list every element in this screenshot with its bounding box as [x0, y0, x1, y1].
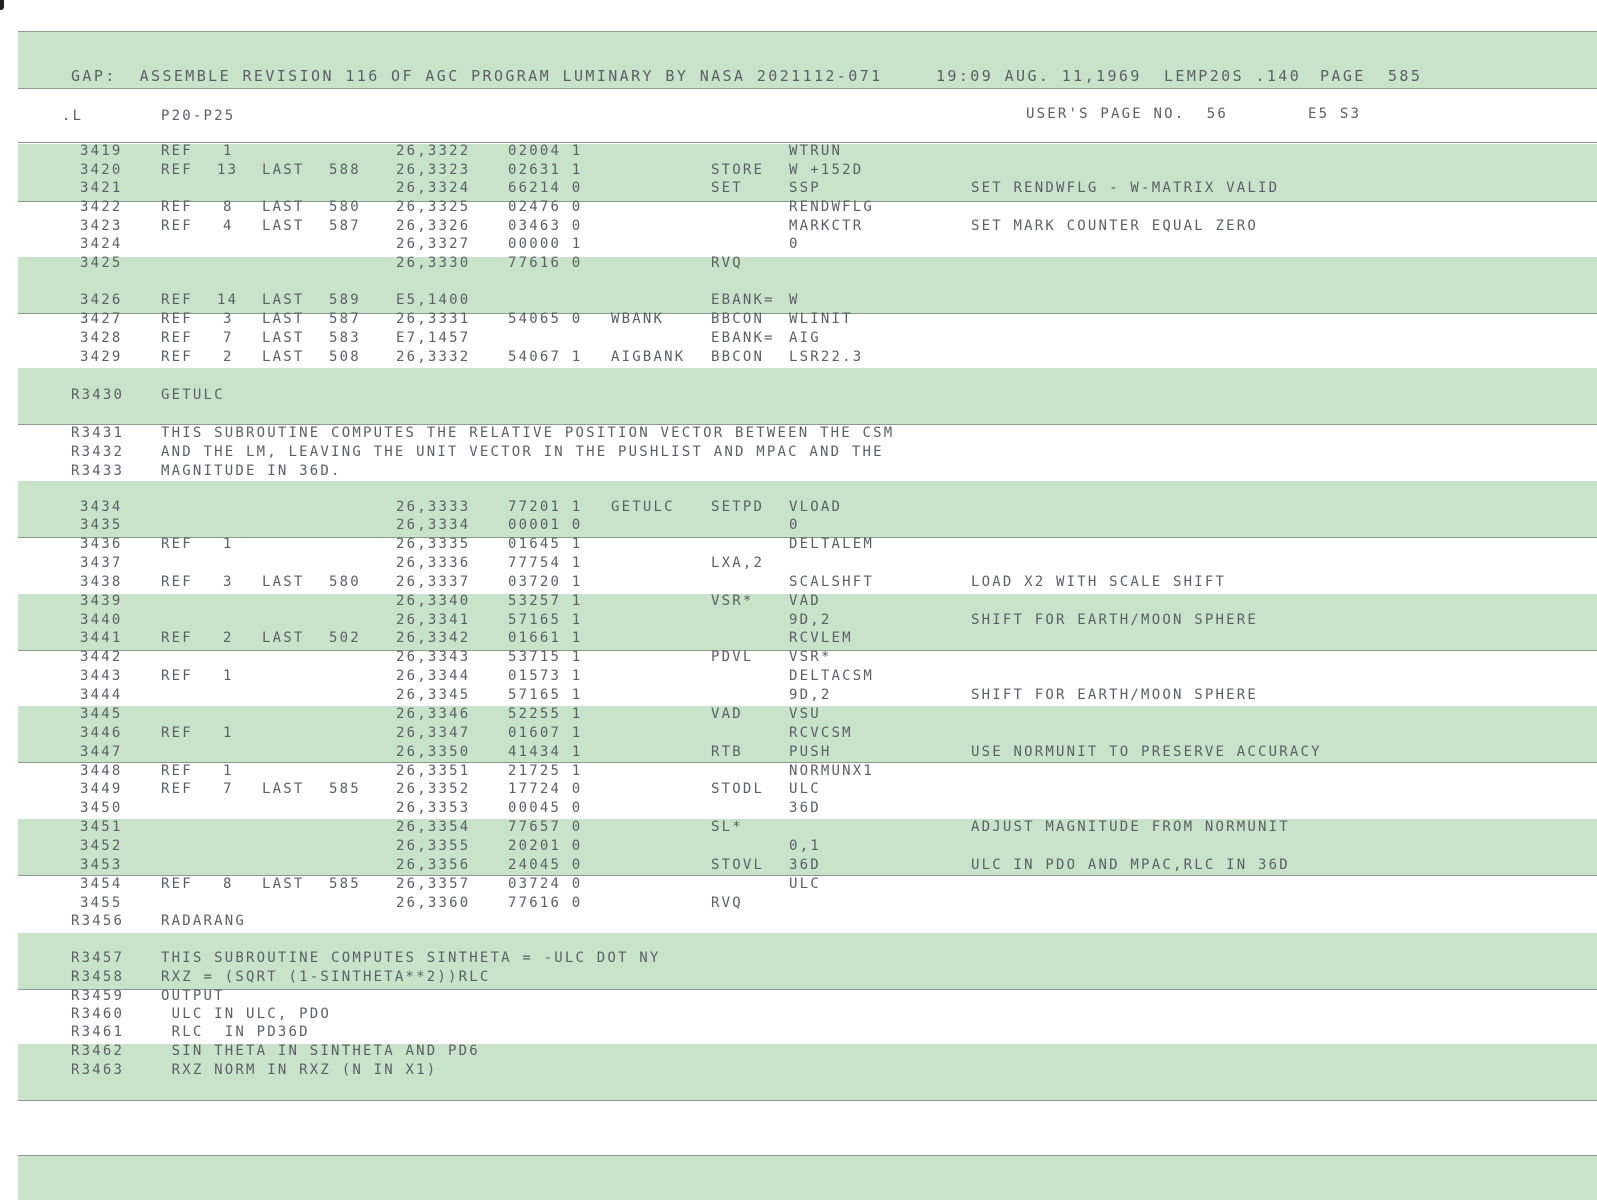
opcode: VSR* — [711, 593, 754, 609]
ref-count: 8 — [223, 199, 234, 215]
octal-word: 77201 1 — [508, 499, 583, 515]
opcode: EBANK= — [711, 330, 775, 346]
octal-word: 54065 0 — [508, 311, 583, 327]
ref-field: THIS SUBROUTINE COMPUTES SINTHETA = -ULC DOT NY — [161, 950, 661, 966]
ref-count: 1 — [223, 668, 234, 684]
octal-word: 00000 1 — [508, 236, 583, 252]
ref-count: 2 — [223, 349, 234, 365]
operand: 9D,2 — [789, 687, 832, 703]
listing-ident: LEMP20S .140 — [1164, 67, 1302, 85]
ref-count: 4 — [223, 218, 234, 234]
symbol-label: WBANK — [611, 311, 665, 327]
ref-count: 7 — [223, 781, 234, 797]
operand: 0 — [789, 236, 800, 252]
octal-word: 77616 0 — [508, 255, 583, 271]
last-page: 585 — [329, 781, 361, 797]
last-keyword: LAST — [262, 330, 305, 346]
address: 26,3327 — [396, 236, 471, 252]
line-number: 3428 — [80, 330, 123, 346]
last-keyword: LAST — [262, 574, 305, 590]
line-number: R3457 — [71, 950, 125, 966]
address: 26,3353 — [396, 800, 471, 816]
ref-field: REF — [161, 536, 193, 552]
header-bottom-rule — [18, 88, 1597, 89]
address: 26,3324 — [396, 180, 471, 196]
line-number: R3431 — [71, 425, 125, 441]
line-number: 3448 — [80, 763, 123, 779]
address: 26,3322 — [396, 143, 471, 159]
line-number: 3452 — [80, 838, 123, 854]
line-number: 3454 — [80, 876, 123, 892]
last-keyword: LAST — [262, 162, 305, 178]
line-number: 3434 — [80, 499, 123, 515]
ref-field: SIN THETA IN SINTHETA AND PD6 — [161, 1043, 480, 1059]
address: 26,3336 — [396, 555, 471, 571]
operand: 36D — [789, 800, 821, 816]
ref-field: RLC IN PD36D — [161, 1024, 310, 1040]
octal-word: 20201 0 — [508, 838, 583, 854]
operand: 0 — [789, 517, 800, 533]
address: 26,3346 — [396, 706, 471, 722]
line-number: R3462 — [71, 1043, 125, 1059]
ref-field: OUTPUT — [161, 988, 225, 1004]
symbol-label: GETULC — [611, 499, 675, 515]
user-page-number: USER'S PAGE NO. 56 — [1026, 106, 1228, 122]
octal-word: 41434 1 — [508, 744, 583, 760]
ref-count: 13 — [217, 162, 239, 178]
operand: WLINIT — [789, 311, 853, 327]
operand: DELTACSM — [789, 668, 875, 684]
section-name: P20-P25 — [161, 108, 236, 124]
last-page: 585 — [329, 876, 361, 892]
address: 26,3331 — [396, 311, 471, 327]
listing-sheet — [18, 0, 1597, 1200]
octal-word: 02004 1 — [508, 143, 583, 159]
operand: VAD — [789, 593, 821, 609]
ref-field: REF — [161, 311, 193, 327]
header-top-rule — [18, 31, 1597, 32]
address: E5,1400 — [396, 292, 471, 308]
line-number: 3444 — [80, 687, 123, 703]
octal-word: 57165 1 — [508, 612, 583, 628]
ref-field: RXZ NORM IN RXZ (N IN X1) — [161, 1062, 438, 1078]
line-number: 3420 — [80, 162, 123, 178]
address: 26,3345 — [396, 687, 471, 703]
ref-field: GETULC — [161, 387, 225, 403]
address: 26,3347 — [396, 725, 471, 741]
comment: SHIFT FOR EARTH/MOON SPHERE — [971, 612, 1258, 628]
address: 26,3356 — [396, 857, 471, 873]
last-page: 587 — [329, 218, 361, 234]
band-rule — [18, 989, 1597, 990]
last-page: 502 — [329, 630, 361, 646]
line-number: 3429 — [80, 349, 123, 365]
line-number: 3423 — [80, 218, 123, 234]
operand: DELTALEM — [789, 536, 875, 552]
ref-field: REF — [161, 199, 193, 215]
last-keyword: LAST — [262, 292, 305, 308]
opcode: EBANK= — [711, 292, 775, 308]
operand: SCALSHFT — [789, 574, 875, 590]
opcode: SL* — [711, 819, 743, 835]
page-label: PAGE — [1320, 67, 1366, 85]
ref-field: RADARANG — [161, 913, 247, 929]
last-keyword: LAST — [262, 199, 305, 215]
symbol-label: AIGBANK — [611, 349, 686, 365]
line-number: 3422 — [80, 199, 123, 215]
line-number: 3438 — [80, 574, 123, 590]
opcode: RTB — [711, 744, 743, 760]
line-number: R3463 — [71, 1062, 125, 1078]
line-number: R3459 — [71, 988, 125, 1004]
octal-word: 01645 1 — [508, 536, 583, 552]
octal-word: 00001 0 — [508, 517, 583, 533]
last-page: 583 — [329, 330, 361, 346]
page-code: E5 S3 — [1308, 106, 1362, 122]
operand: W +152D — [789, 162, 864, 178]
opcode: LXA,2 — [711, 555, 765, 571]
last-page: 589 — [329, 292, 361, 308]
operand: 9D,2 — [789, 612, 832, 628]
last-keyword: LAST — [262, 781, 305, 797]
address: 26,3334 — [396, 517, 471, 533]
last-keyword: LAST — [262, 349, 305, 365]
ref-count: 1 — [223, 763, 234, 779]
line-number: 3421 — [80, 180, 123, 196]
address: E7,1457 — [396, 330, 471, 346]
opcode: SET — [711, 180, 743, 196]
operand: LSR22.3 — [789, 349, 864, 365]
operand: WTRUN — [789, 143, 843, 159]
line-number: R3461 — [71, 1024, 125, 1040]
ref-field: ULC IN ULC, PDO — [161, 1006, 332, 1022]
ref-field: RXZ = (SQRT (1-SINTHETA**2))RLC — [161, 969, 491, 985]
octal-word: 66214 0 — [508, 180, 583, 196]
address: 26,3332 — [396, 349, 471, 365]
ref-field: REF — [161, 668, 193, 684]
octal-word: 01607 1 — [508, 725, 583, 741]
operand: VSR* — [789, 649, 832, 665]
opcode: STODL — [711, 781, 765, 797]
ref-field: THIS SUBROUTINE COMPUTES THE RELATIVE POSITION VECTOR BETWEEN THE CSM — [161, 425, 895, 441]
operand: RCVCSM — [789, 725, 853, 741]
operand: ULC — [789, 876, 821, 892]
octal-word: 01573 1 — [508, 668, 583, 684]
last-page: 588 — [329, 162, 361, 178]
last-page: 508 — [329, 349, 361, 365]
line-number: 3449 — [80, 781, 123, 797]
octal-word: 03463 0 — [508, 218, 583, 234]
comment: LOAD X2 WITH SCALE SHIFT — [971, 574, 1227, 590]
scan-edge-mark — [0, 0, 4, 10]
ref-field: REF — [161, 330, 193, 346]
address: 26,3325 — [396, 199, 471, 215]
octal-word: 01661 1 — [508, 630, 583, 646]
opcode: STOVL — [711, 857, 765, 873]
operand: W — [789, 292, 800, 308]
address: 26,3337 — [396, 574, 471, 590]
ref-count: 7 — [223, 330, 234, 346]
octal-word: 77754 1 — [508, 555, 583, 571]
line-number: 3450 — [80, 800, 123, 816]
address: 26,3357 — [396, 876, 471, 892]
ref-field: REF — [161, 781, 193, 797]
ref-field: REF — [161, 763, 193, 779]
operand: RENDWFLG — [789, 199, 875, 215]
last-keyword: LAST — [262, 630, 305, 646]
line-number: 3446 — [80, 725, 123, 741]
octal-word: 54067 1 — [508, 349, 583, 365]
address: 26,3344 — [396, 668, 471, 684]
line-number: R3460 — [71, 1006, 125, 1022]
line-number: R3430 — [71, 387, 125, 403]
address: 26,3351 — [396, 763, 471, 779]
ref-count: 3 — [223, 574, 234, 590]
comment: USE NORMUNIT TO PRESERVE ACCURACY — [971, 744, 1322, 760]
line-number: 3451 — [80, 819, 123, 835]
ref-count: 14 — [217, 292, 239, 308]
line-number: 3441 — [80, 630, 123, 646]
ref-field: MAGNITUDE IN 36D. — [161, 463, 342, 479]
address: 26,3341 — [396, 612, 471, 628]
opcode: BBCON — [711, 349, 765, 365]
address: 26,3326 — [396, 218, 471, 234]
address: 26,3335 — [396, 536, 471, 552]
listing-title: GAP: ASSEMBLE REVISION 116 OF AGC PROGRAM LUMINARY BY NASA 2021112-071 — [71, 67, 883, 85]
address: 26,3333 — [396, 499, 471, 515]
octal-word: 77616 0 — [508, 895, 583, 911]
operand: VSU — [789, 706, 821, 722]
comment: ADJUST MAGNITUDE FROM NORMUNIT — [971, 819, 1290, 835]
address: 26,3355 — [396, 838, 471, 854]
operand: SSP — [789, 180, 821, 196]
line-number: R3456 — [71, 913, 125, 929]
address: 26,3330 — [396, 255, 471, 271]
line-number: 3442 — [80, 649, 123, 665]
octal-word: 02631 1 — [508, 162, 583, 178]
line-number: 3445 — [80, 706, 123, 722]
comment: SET RENDWFLG - W-MATRIX VALID — [971, 180, 1280, 196]
address: 26,3354 — [396, 819, 471, 835]
comment: ULC IN PDO AND MPAC,RLC IN 36D — [971, 857, 1290, 873]
octal-word: 02476 0 — [508, 199, 583, 215]
octal-word: 21725 1 — [508, 763, 583, 779]
line-number: 3447 — [80, 744, 123, 760]
line-number: 3425 — [80, 255, 123, 271]
subheader-mark: .L — [62, 108, 84, 124]
last-keyword: LAST — [262, 311, 305, 327]
octal-word: 03720 1 — [508, 574, 583, 590]
line-number: 3439 — [80, 593, 123, 609]
line-number: 3436 — [80, 536, 123, 552]
line-number: 3443 — [80, 668, 123, 684]
listing-timestamp: 19:09 AUG. 11,1969 — [936, 67, 1142, 85]
ref-field: REF — [161, 725, 193, 741]
line-number: R3433 — [71, 463, 125, 479]
last-keyword: LAST — [262, 218, 305, 234]
last-page: 587 — [329, 311, 361, 327]
address: 26,3350 — [396, 744, 471, 760]
octal-word: 52255 1 — [508, 706, 583, 722]
ref-field: REF — [161, 143, 193, 159]
line-number: 3426 — [80, 292, 123, 308]
opcode: RVQ — [711, 255, 743, 271]
opcode: RVQ — [711, 895, 743, 911]
opcode: BBCON — [711, 311, 765, 327]
operand: PUSH — [789, 744, 832, 760]
operand: ULC — [789, 781, 821, 797]
ref-field: REF — [161, 218, 193, 234]
operand: AIG — [789, 330, 821, 346]
operand: 36D — [789, 857, 821, 873]
operand: VLOAD — [789, 499, 843, 515]
line-number: 3440 — [80, 612, 123, 628]
opcode: VAD — [711, 706, 743, 722]
ref-field: AND THE LM, LEAVING THE UNIT VECTOR IN THE PUSHLIST AND MPAC AND THE — [161, 444, 884, 460]
ref-count: 1 — [223, 143, 234, 159]
line-number: 3427 — [80, 311, 123, 327]
opcode: PDVL — [711, 649, 754, 665]
operand: RCVLEM — [789, 630, 853, 646]
address: 26,3340 — [396, 593, 471, 609]
ref-field: REF — [161, 876, 193, 892]
footer-rule — [18, 1155, 1597, 1156]
line-number: 3424 — [80, 236, 123, 252]
ref-count: 1 — [223, 536, 234, 552]
line-number: 3437 — [80, 555, 123, 571]
comment: SHIFT FOR EARTH/MOON SPHERE — [971, 687, 1258, 703]
address: 26,3323 — [396, 162, 471, 178]
ref-count: 8 — [223, 876, 234, 892]
line-number: R3432 — [71, 444, 125, 460]
last-page: 580 — [329, 199, 361, 215]
ref-field: REF — [161, 630, 193, 646]
octal-word: 03724 0 — [508, 876, 583, 892]
comment: SET MARK COUNTER EQUAL ZERO — [971, 218, 1258, 234]
line-number: R3458 — [71, 969, 125, 985]
band-rule — [18, 1100, 1597, 1101]
octal-word: 24045 0 — [508, 857, 583, 873]
last-keyword: LAST — [262, 876, 305, 892]
page-number: 585 — [1388, 67, 1423, 85]
octal-word: 00045 0 — [508, 800, 583, 816]
operand: NORMUNX1 — [789, 763, 875, 779]
address: 26,3360 — [396, 895, 471, 911]
octal-word: 53257 1 — [508, 593, 583, 609]
ref-field: REF — [161, 574, 193, 590]
ref-count: 1 — [223, 725, 234, 741]
address: 26,3352 — [396, 781, 471, 797]
line-number: 3455 — [80, 895, 123, 911]
ref-field: REF — [161, 162, 193, 178]
octal-word: 17724 0 — [508, 781, 583, 797]
opcode: STORE — [711, 162, 765, 178]
greenbar-band — [18, 368, 1597, 424]
address: 26,3343 — [396, 649, 471, 665]
octal-word: 77657 0 — [508, 819, 583, 835]
octal-word: 57165 1 — [508, 687, 583, 703]
octal-word: 53715 1 — [508, 649, 583, 665]
address: 26,3342 — [396, 630, 471, 646]
last-page: 580 — [329, 574, 361, 590]
ref-count: 2 — [223, 630, 234, 646]
operand: 0,1 — [789, 838, 821, 854]
line-number: 3419 — [80, 143, 123, 159]
ref-field: REF — [161, 292, 193, 308]
line-number: 3453 — [80, 857, 123, 873]
line-number: 3435 — [80, 517, 123, 533]
opcode: SETPD — [711, 499, 765, 515]
ref-count: 3 — [223, 311, 234, 327]
operand: MARKCTR — [789, 218, 864, 234]
ref-field: REF — [161, 349, 193, 365]
greenbar-band — [18, 257, 1597, 313]
footer-band — [18, 1155, 1597, 1200]
